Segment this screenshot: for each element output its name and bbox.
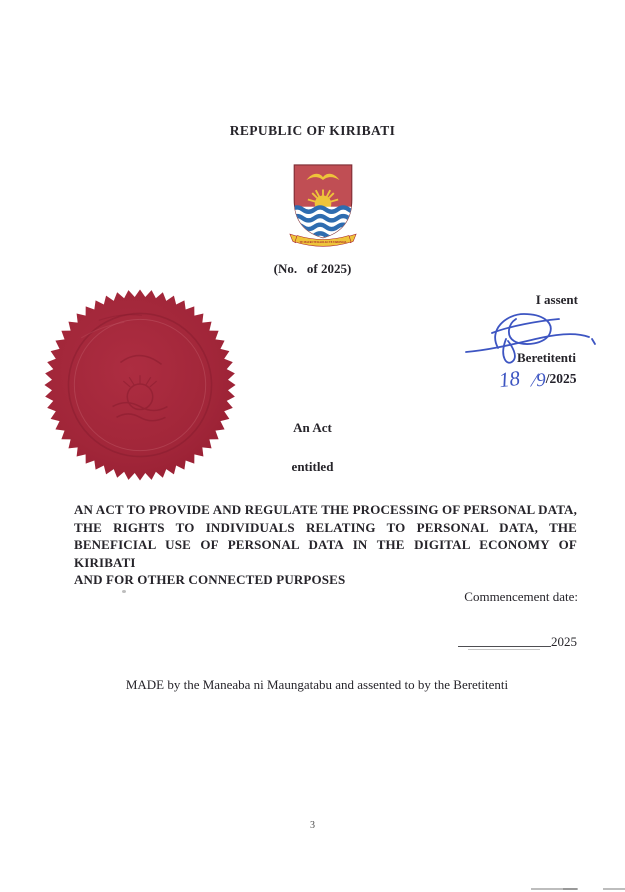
motto-text: TE MAURI TE RAOI AO TE TABOMOA [299,241,347,245]
official-seal-polygon [44,289,235,480]
long-title-line: AN ACT TO PROVIDE AND REGULATE THE PROCESSING OF PERSONAL DATA, [74,502,577,517]
scan-artifact-line [603,888,625,890]
assent-date-year: /2025 [545,371,577,386]
act-long-title [74,501,577,589]
official-seal [42,287,238,488]
long-title-line: AND FOR OTHER CONNECTED PURPOSES [74,572,346,587]
long-title-line: THE RIGHTS TO INDIVIDUALS RELATING TO PERSONAL DATA, THE [74,519,577,535]
scan-artifact-line [563,888,577,890]
country-title: REPUBLIC OF KIRIBATI [229,123,396,138]
commencement-date-line-echo [468,649,540,650]
assent-date-day: 18 [497,365,522,393]
commencement-year: 2025 [551,634,577,649]
assent-date [497,365,577,393]
enactment-clause: MADE by the Maneaba ni Maungatabu and assented to by the Beretitenti [125,677,509,692]
assent-date-month: ⁄9 [532,369,547,392]
page-number: 3 [310,820,315,831]
entitled-label: entitled [291,459,334,474]
scan-speck [122,590,126,593]
assent-label: I assent [535,292,578,307]
long-title-line: BENEFICIAL USE OF PERSONAL DATA IN THE DIGITAL ECONOMY OF KIRIBATI [74,537,577,570]
act-number: (No. of 2025) [273,261,352,276]
commencement-date-line [458,646,551,647]
signatory-title: Beretitenti [517,350,576,365]
an-act-label: An Act [293,420,332,435]
commencement-label: Commencement date: [464,589,578,604]
kiribati-coat-of-arms-icon [287,162,359,255]
